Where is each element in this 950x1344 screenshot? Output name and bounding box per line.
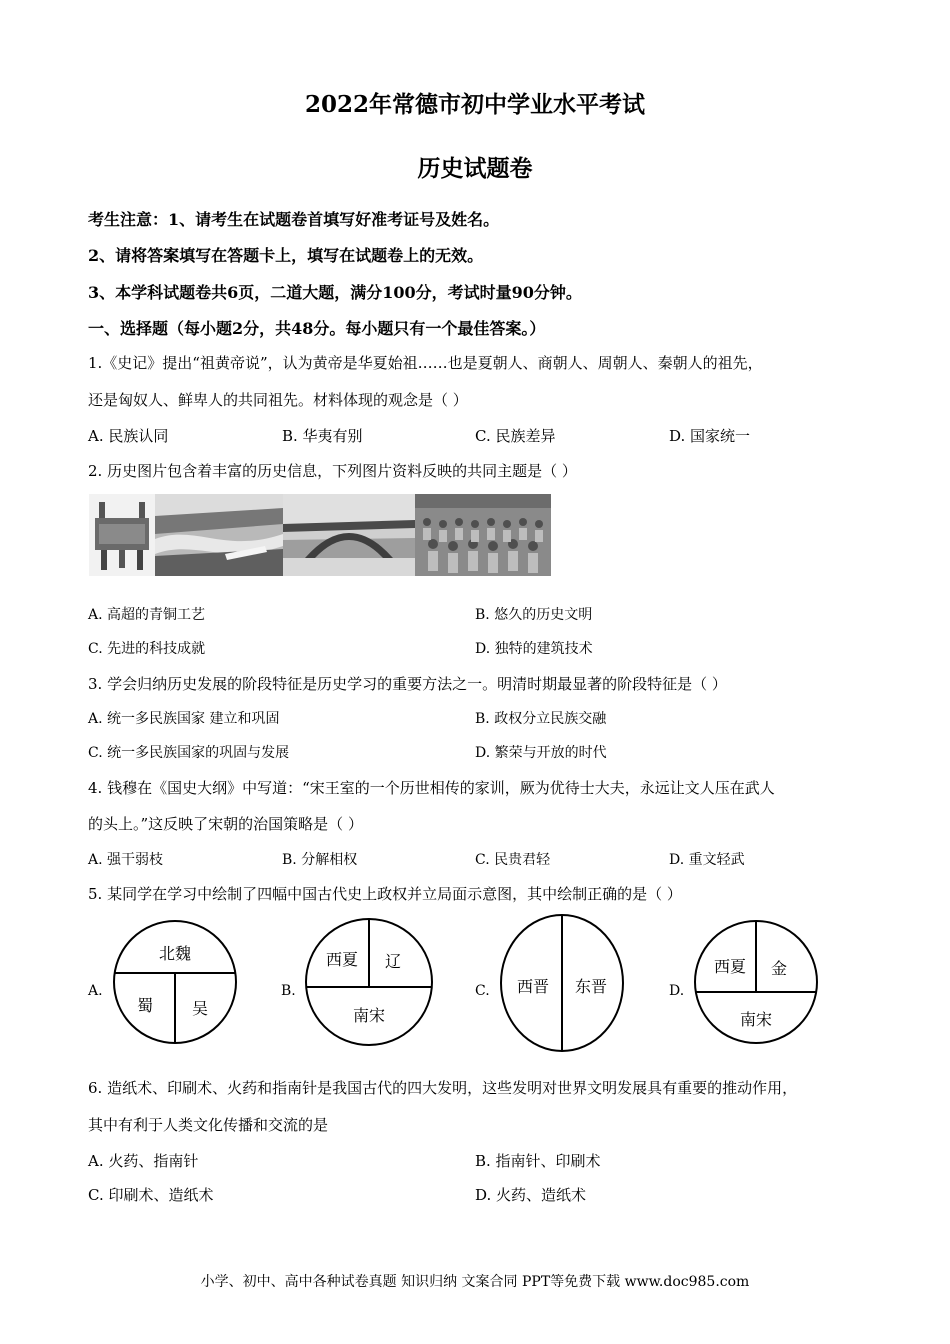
q5-c-region-left: 西晋 bbox=[516, 977, 550, 996]
q5-option-b-label: B. bbox=[281, 983, 296, 999]
q1-stem-line2: 还是匈奴人、鲜卑人的共同祖先。材料体现的观念是（ ） bbox=[88, 391, 468, 409]
q4-option-d: D. 重文轻武 bbox=[669, 852, 745, 868]
q2-stem: 2. 历史图片包含着丰富的历史信息，下列图片资料反映的共同主题是（ ） bbox=[88, 462, 577, 480]
q5-d-region-bottom: 南宋 bbox=[739, 1010, 773, 1029]
q5-b-region-left: 西夏 bbox=[325, 950, 359, 969]
q2-option-a: A. 高超的青铜工艺 bbox=[88, 607, 206, 623]
dujiangyan-photo bbox=[155, 494, 283, 576]
q5-diagram-d bbox=[693, 918, 819, 1046]
note-1: 考生注意：1、请考生在试题卷首填写好准考证号及姓名。 bbox=[88, 210, 500, 229]
q4-option-a: A. 强干弱枝 bbox=[88, 852, 164, 868]
q5-d-region-right: 金 bbox=[770, 959, 788, 978]
q1-stem-line1: 1.《史记》提出“祖黄帝说”，认为黄帝是华夏始祖……也是夏朝人、商朝人、周朝人、秦朝人的祖先， bbox=[88, 354, 763, 372]
q2-option-b: B. 悠久的历史文明 bbox=[475, 607, 593, 623]
q1-option-c: C. 民族差异 bbox=[475, 427, 556, 445]
q5-option-a-label: A. bbox=[88, 983, 103, 999]
q5-option-d-label: D. bbox=[669, 983, 685, 999]
q6-option-b: B. 指南针、印刷术 bbox=[475, 1152, 601, 1170]
q1-option-d: D. 国家统一 bbox=[669, 427, 751, 445]
q6-option-a: A. 火药、指南针 bbox=[88, 1152, 199, 1170]
q5-c-region-right: 东晋 bbox=[574, 977, 608, 996]
zhaozhou-bridge-photo bbox=[283, 494, 415, 576]
q6-stem-line2: 其中有利于人类文化传播和交流的是 bbox=[88, 1116, 329, 1134]
q5-a-region-right: 吴 bbox=[191, 999, 209, 1018]
q1-option-a: A. 民族认同 bbox=[88, 427, 169, 445]
q2-option-c: C. 先进的科技成就 bbox=[88, 641, 206, 657]
q4-stem-line2: 的头上。”这反映了宋朝的治国策略是（ ） bbox=[88, 815, 363, 833]
q3-option-a: A. 统一多民族国家 建立和巩固 bbox=[88, 711, 280, 727]
note-3: 3、本学科试题卷共6页，二道大题，满分100分，考试时量90分钟。 bbox=[88, 283, 582, 302]
q3-option-b: B. 政权分立民族交融 bbox=[475, 711, 607, 727]
q4-option-c: C. 民贵君轻 bbox=[475, 852, 551, 868]
q5-option-c-label: C. bbox=[475, 983, 490, 999]
q3-option-d: D. 繁荣与开放的时代 bbox=[475, 745, 607, 761]
q2-option-d: D. 独特的建筑技术 bbox=[475, 641, 593, 657]
q5-b-region-bottom: 南宋 bbox=[352, 1006, 386, 1025]
section-heading: 一、选择题（每小题2分，共48分。每小题只有一个最佳答案。） bbox=[88, 319, 546, 338]
q6-stem-line1: 6. 造纸术、印刷术、火药和指南针是我国古代的四大发明，这些发明对世界文明发展具有重要的推动作用， bbox=[88, 1079, 798, 1097]
bronze-ding-photo bbox=[89, 494, 155, 576]
q5-a-region-left: 蜀 bbox=[136, 996, 154, 1015]
exam-subtitle: 历史试题卷 bbox=[417, 155, 533, 182]
terracotta-army-photo bbox=[415, 494, 551, 576]
q5-a-region-top: 北魏 bbox=[158, 944, 192, 963]
q5-stem: 5. 某同学在学习中绘制了四幅中国古代史上政权并立局面示意图，其中绘制正确的是（ ） bbox=[88, 885, 682, 903]
q6-option-d: D. 火药、造纸术 bbox=[475, 1186, 587, 1204]
q6-option-c: C. 印刷术、造纸术 bbox=[88, 1186, 214, 1204]
q5-d-region-left: 西夏 bbox=[713, 957, 747, 976]
note-2: 2、请将答案填写在答题卡上，填写在试题卷上的无效。 bbox=[88, 246, 484, 265]
q4-stem-line1: 4. 钱穆在《国史大纲》中写道：“宋王室的一个历世相传的家训，厥为优待士大夫，永远让文人压在武人 bbox=[88, 779, 775, 797]
q5-diagram-b bbox=[304, 917, 434, 1047]
q5-b-region-right: 辽 bbox=[384, 952, 402, 971]
q2-photo-strip bbox=[89, 494, 551, 576]
q1-option-b: B. 华夷有别 bbox=[282, 427, 363, 445]
q5-diagram-a bbox=[112, 919, 238, 1045]
q3-option-c: C. 统一多民族国家的巩固与发展 bbox=[88, 745, 290, 761]
q4-option-b: B. 分解相权 bbox=[282, 852, 358, 868]
q3-stem: 3. 学会归纳历史发展的阶段特征是历史学习的重要方法之一。明清时期最显著的阶段特征是（ ） bbox=[88, 675, 727, 693]
page-footer: 小学、初中、高中各种试卷真题 知识归纳 文案合同 PPT等免费下载 www.doc985.com bbox=[200, 1274, 750, 1290]
q5-diagram-c bbox=[499, 913, 625, 1053]
exam-title: 2022年常德市初中学业水平考试 bbox=[304, 91, 645, 118]
